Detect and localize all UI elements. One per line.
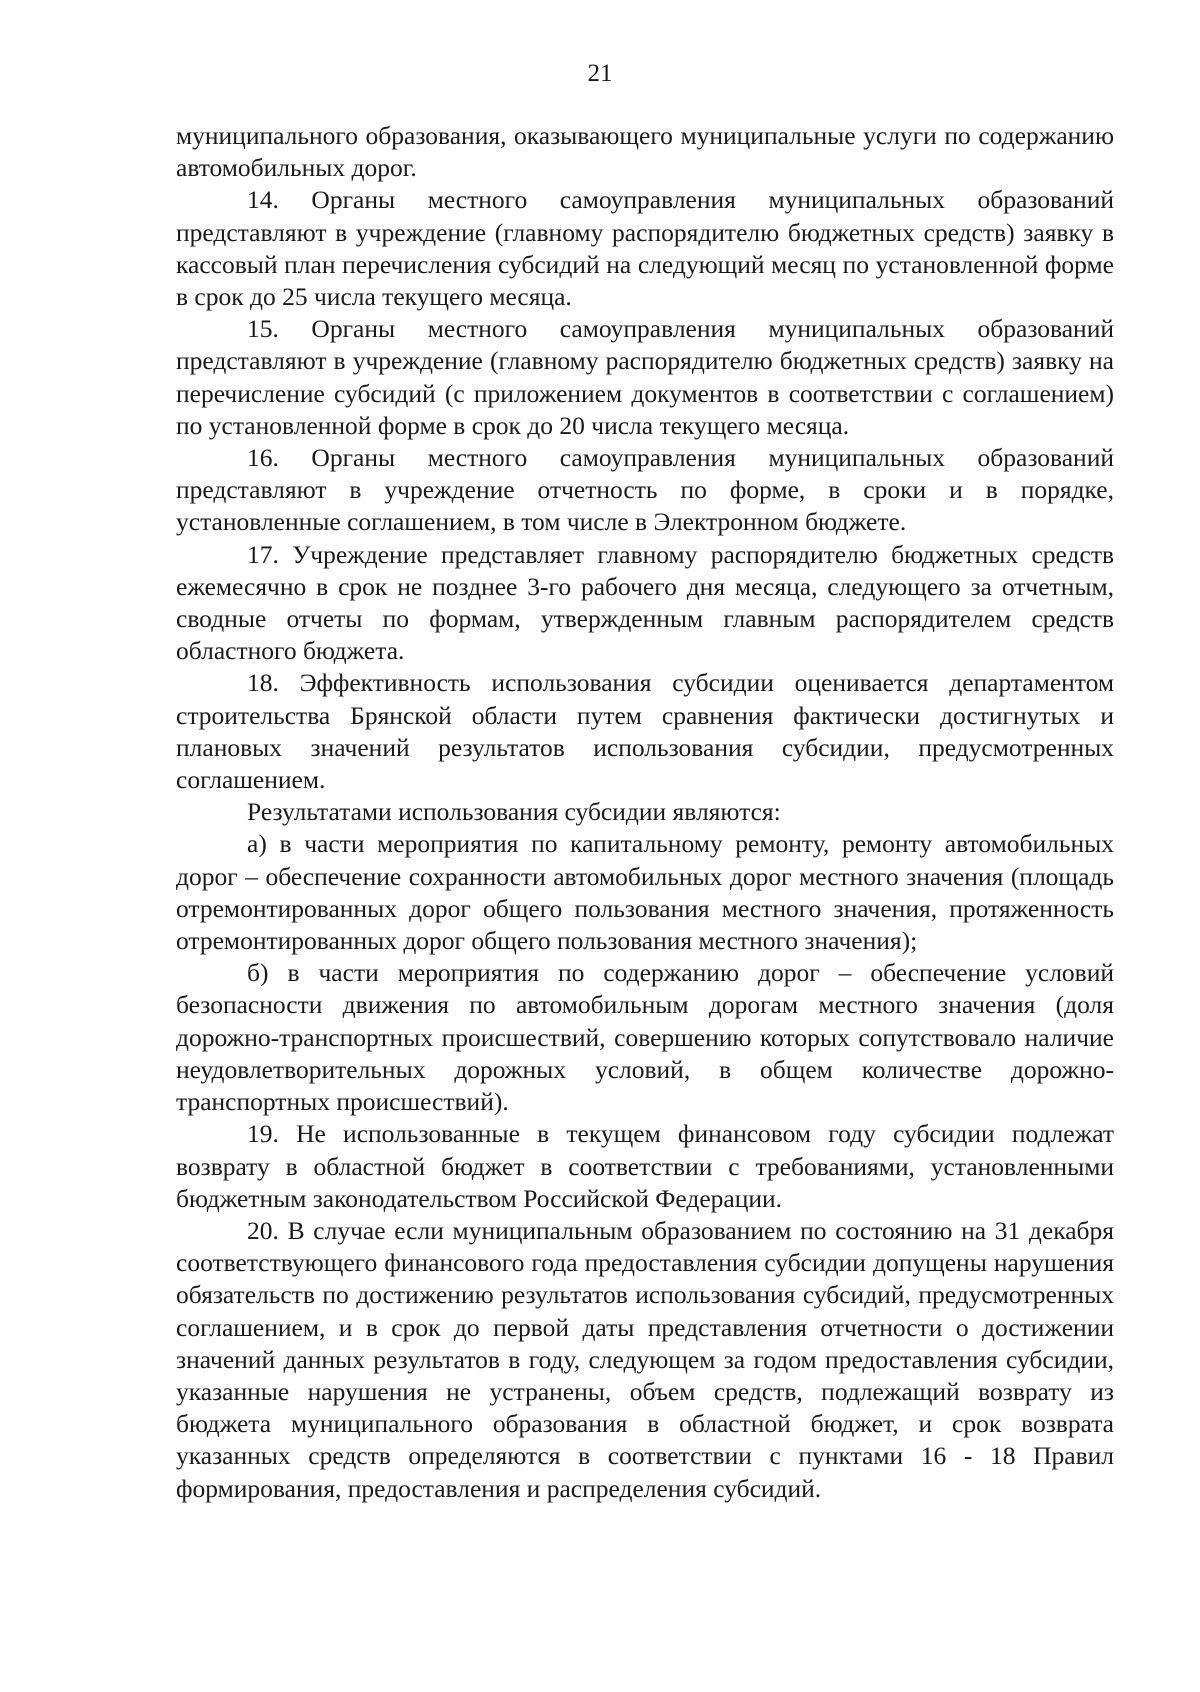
paragraph-item-20: 20. В случае если муниципальным образованием по состоянию на 31 декабря соответствующего финансового года предоставления субсидии допущены нарушения обязательств по достижению результатов использования субсидий, предусмотренных соглашением, и в срок до первой даты представления отчетности о достижении значений данных результатов в году, следующем за годом предоставления субсидии, указанные нарушения не устранены, объем средств, подлежащий возврату из бюджета муниципального образования в областной бюджет, и срок возврата указанных средств определяются в соответствии с пунктами 16 - 18 Правил формирования, предоставления и распределения субсидий. [176, 1215, 1114, 1503]
paragraph-item-18: 18. Эффективность использования субсидии оценивается департаментом строительства Брянской области путем сравнения фактически достигнутых и плановых значений результатов использования субсидии, предусмотренных соглашением. [176, 668, 1114, 795]
paragraph-item-15: 15. Органы местного самоуправления муниципальных образований представляют в учреждение (главному распорядителю бюджетных средств) заявку на перечисление субсидий (с приложением документов в соответствии с соглашением) по установленной форме в срок до 20 числа текущего месяца. [176, 314, 1114, 440]
paragraph-item-14: 14. Органы местного самоуправления муниципальных образований представляют в учреждение (главному распорядителю бюджетных средств) заявку в кассовый план перечисления субсидий на следующий месяц по установленной форме в срок до 25 числа текущего месяца. [176, 185, 1114, 312]
document-body [176, 120, 1114, 1505]
paragraph-results-intro: Результатами использования субсидии являются: [247, 797, 781, 827]
paragraph-item-19: 19. Не использованные в текущем финансовом году субсидии подлежат возврату в областной бюджет в соответствии с требованиями, установленными бюджетным законодательством Российской Федерации. [176, 1119, 1114, 1213]
paragraph-item-16: 16. Органы местного самоуправления муниципальных образований представляют в учреждение отчетность по форме, в сроки и в порядке, установленные соглашением, в том числе в Электронном бюджете. [176, 443, 1114, 537]
paragraph-results-b: б) в части мероприятия по содержанию дорог – обеспечение условий безопасности движения по автомобильным дорогам местного значения (доля дорожно-транспортных происшествий, совершению которых сопутствовало наличие неудовлетворительных дорожных условий, в общем количестве дорожно-транспортных происшествий). [176, 958, 1114, 1117]
paragraph-continuation: муниципального образования, оказывающего муниципальные услуги по содержанию автомобильных дорог. [176, 121, 1114, 183]
paragraph-item-17: 17. Учреждение представляет главному распорядителю бюджетных средств ежемесячно в срок не позднее 3-го рабочего дня месяца, следующего за отчетным, сводные отчеты по формам, утвержденным главным распорядителем средств областного бюджета. [176, 539, 1114, 666]
paragraph-results-a: а) в части мероприятия по капитальному ремонту, ремонту автомобильных дорог – обеспечение сохранности автомобильных дорог местного значения (площадь отремонтированных дорог общего пользования местного значения, протяженность отремонтированных дорог общего пользования местного значения); [176, 829, 1114, 956]
page-number: 21 [587, 60, 613, 87]
